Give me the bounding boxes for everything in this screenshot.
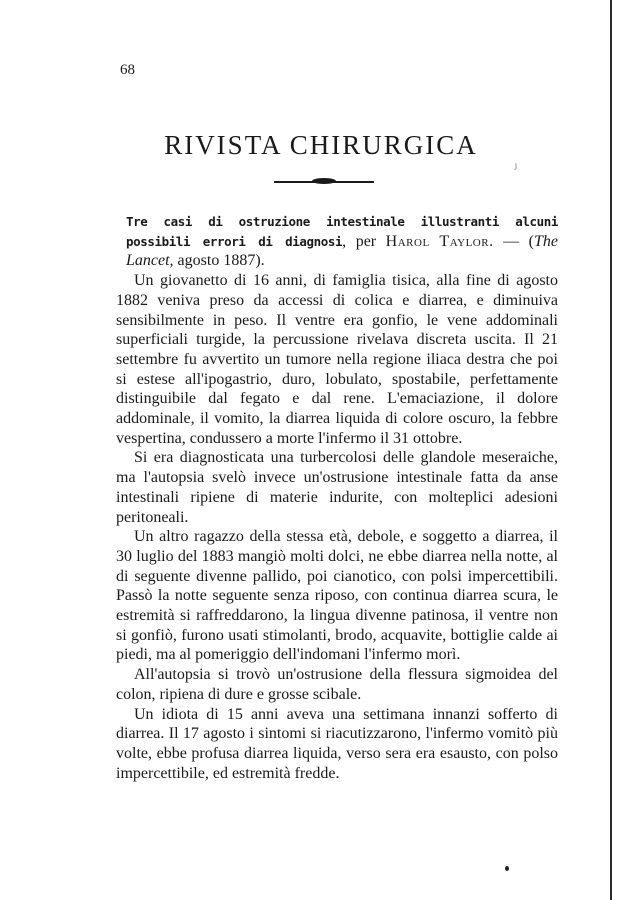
print-speck: ⱼ	[514, 158, 517, 171]
article-body	[116, 212, 558, 783]
article-title-by: , per	[342, 232, 386, 250]
article-journal: The Lancet,	[126, 232, 558, 270]
article-source-separator: — (	[493, 232, 534, 250]
page-number: 68	[120, 62, 135, 78]
paragraph-3: Un altro ragazzo della stessa età, debole, e soggetto a diarrea, il 30 luglio del 1883 mangiò molti dolci, ne ebbe diarrea nella notte, al di seguente divenne pallido, poi cianotico, con polsi impercettibili. Passò la notte seguente senza riposo, con continua diarrea scura, le estremità si raffreddarono, la lingua divenne patinosa, il ventre non si gonfiò, furono usati stimolanti, brodo, acquavite, bottiglie calde ai piedi, ma al pomeriggio dell'indomani l'infermo morì.	[116, 528, 558, 664]
paragraph-1: Un giovanetto di 16 anni, di famiglia tisica, alla fine di agosto 1882 veniva preso da accessi di colica e diarrea, e diminuiva sensibilmente in peso. Il ventre era gonfio, le vene addominali superficiali turgide, la percussione rivelava discreta uscita. Il 21 settembre fu avvertito un tumore nella regione iliaca destra che poi si estese all'ipogastrio, duro, lobulato, spostabile, perfettamente distinguibile dal fegato e dal rene. L'emaciazione, il dolore addominale, il vomito, la diarrea liquida di colore oscuro, la febbre vespertina, condussero a morte l'infermo il 31 ottobre.	[116, 272, 558, 447]
article-heading	[116, 212, 558, 271]
title-ornament-knot	[312, 178, 336, 184]
article-author: Harol Taylor.	[385, 232, 494, 250]
article-source-date: agosto 1887).	[173, 252, 265, 270]
article-title: Tre casi di ostruzione intestinale illustranti alcuni possibili errori di diagnosi	[126, 214, 558, 249]
paragraph-4: All'autopsia si trovò un'ostrusione della flessura sigmoidea del colon, ripiena di dure e grosse scibale.	[116, 666, 558, 703]
running-title: RIVISTA CHIRURGICA	[164, 130, 478, 160]
paragraph-2: Si era diagnosticata una turbercolosi delle glandole meseraiche, ma l'autopsia svelò invece un'ostrusione intestinale fatta da anse intestinali ripiene di materie indurite, con molteplici adesioni peritoneali.	[116, 449, 558, 526]
ink-dot	[505, 866, 509, 871]
paragraph-5: Un idiota di 15 anni aveva una settimana innanzi sofferto di diarrea. Il 17 agosto i sintomi si riacutizzarono, l'infermo vomitò più volte, ebbe profusa diarrea liquida, verso sera era esausto, con polso impercettibile, ed estremità fredde.	[116, 705, 558, 782]
